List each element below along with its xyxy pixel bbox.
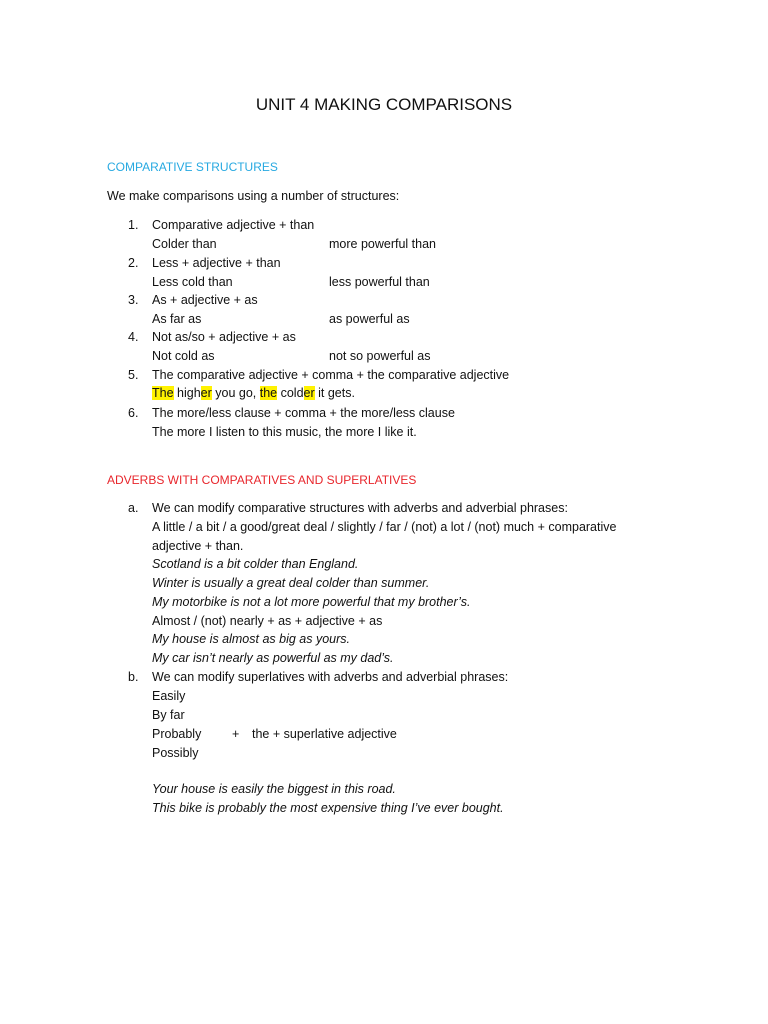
example-word: cold bbox=[277, 386, 304, 400]
adverbs-rule-line: adjective + than. bbox=[152, 539, 244, 553]
adverb-word: Possibly bbox=[152, 746, 199, 760]
item-number: 4. bbox=[128, 330, 139, 344]
example-sentence: Winter is usually a great deal colder than summer. bbox=[152, 576, 430, 590]
highlight-the: the bbox=[259, 386, 278, 400]
item-example: Colder than bbox=[152, 237, 217, 251]
example-sentence: My car isn’t nearly as powerful as my dad’s. bbox=[152, 651, 394, 665]
item-number: 3. bbox=[128, 293, 139, 307]
item-example: Less cold than bbox=[152, 275, 233, 289]
item-label-a: a. bbox=[128, 501, 139, 515]
item-rule: The more/less clause + comma + the more/less clause bbox=[152, 406, 455, 420]
superlative-formula: the + superlative adjective bbox=[252, 727, 397, 741]
item-rule: Less + adjective + than bbox=[152, 256, 281, 270]
item-rule: Not as/so + adjective + as bbox=[152, 330, 296, 344]
example-word: high bbox=[173, 386, 201, 400]
item-number: 6. bbox=[128, 406, 139, 420]
item-rule: As + adjective + as bbox=[152, 293, 258, 307]
item-number: 5. bbox=[128, 368, 139, 382]
example-sentence: Your house is easily the biggest in this road. bbox=[152, 782, 396, 796]
item-number: 2. bbox=[128, 256, 139, 270]
item-example-2: not so powerful as bbox=[329, 349, 431, 363]
adverb-word: Probably bbox=[152, 727, 202, 741]
comparative-structures-heading: COMPARATIVE STRUCTURES bbox=[107, 160, 278, 174]
adverbs-heading: ADVERBS WITH COMPARATIVES AND SUPERLATIVES bbox=[107, 473, 417, 487]
example-word: it gets. bbox=[314, 386, 355, 400]
item-rule: Comparative adjective + than bbox=[152, 218, 315, 232]
adverbs-rule-line: A little / a bit / a good/great deal / slightly / far / (not) a lot / (not) much + comparative bbox=[152, 520, 617, 534]
item-example: Not cold as bbox=[152, 349, 215, 363]
highlight-er: er bbox=[200, 386, 212, 400]
item-example-2: as powerful as bbox=[329, 312, 410, 326]
highlight-er: er bbox=[303, 386, 315, 400]
item-label-b: b. bbox=[128, 670, 139, 684]
example-sentence: My house is almost as big as yours. bbox=[152, 632, 350, 646]
superlatives-rule: We can modify superlatives with adverbs and adverbial phrases: bbox=[152, 670, 509, 684]
item-example: As far as bbox=[152, 312, 202, 326]
highlighted-example bbox=[152, 386, 355, 400]
item-example-2: more powerful than bbox=[329, 237, 437, 251]
item-rule: The comparative adjective + comma + the comparative adjective bbox=[152, 368, 510, 382]
adverbs-rule: We can modify comparative structures with adverbs and adverbial phrases: bbox=[152, 501, 568, 515]
example-sentence: Scotland is a bit colder than England. bbox=[152, 557, 359, 571]
item-number: 1. bbox=[128, 218, 139, 232]
intro-text: We make comparisons using a number of structures: bbox=[107, 189, 400, 203]
example-word: you go, bbox=[211, 386, 260, 400]
adverb-word: By far bbox=[152, 708, 185, 722]
highlight-the: The bbox=[152, 386, 174, 400]
plus-sign: + bbox=[232, 727, 240, 741]
adverb-word: Easily bbox=[152, 689, 186, 703]
example-sentence: This bike is probably the most expensive thing I’ve ever bought. bbox=[152, 801, 504, 815]
page-title: UNIT 4 MAKING COMPARISONS bbox=[255, 95, 513, 114]
item-example: The more I listen to this music, the more I like it. bbox=[152, 425, 417, 439]
example-sentence: My motorbike is not a lot more powerful that my brother’s. bbox=[152, 595, 471, 609]
item-example-2: less powerful than bbox=[329, 275, 430, 289]
adverbs-rule-2: Almost / (not) nearly + as + adjective + as bbox=[152, 614, 383, 628]
